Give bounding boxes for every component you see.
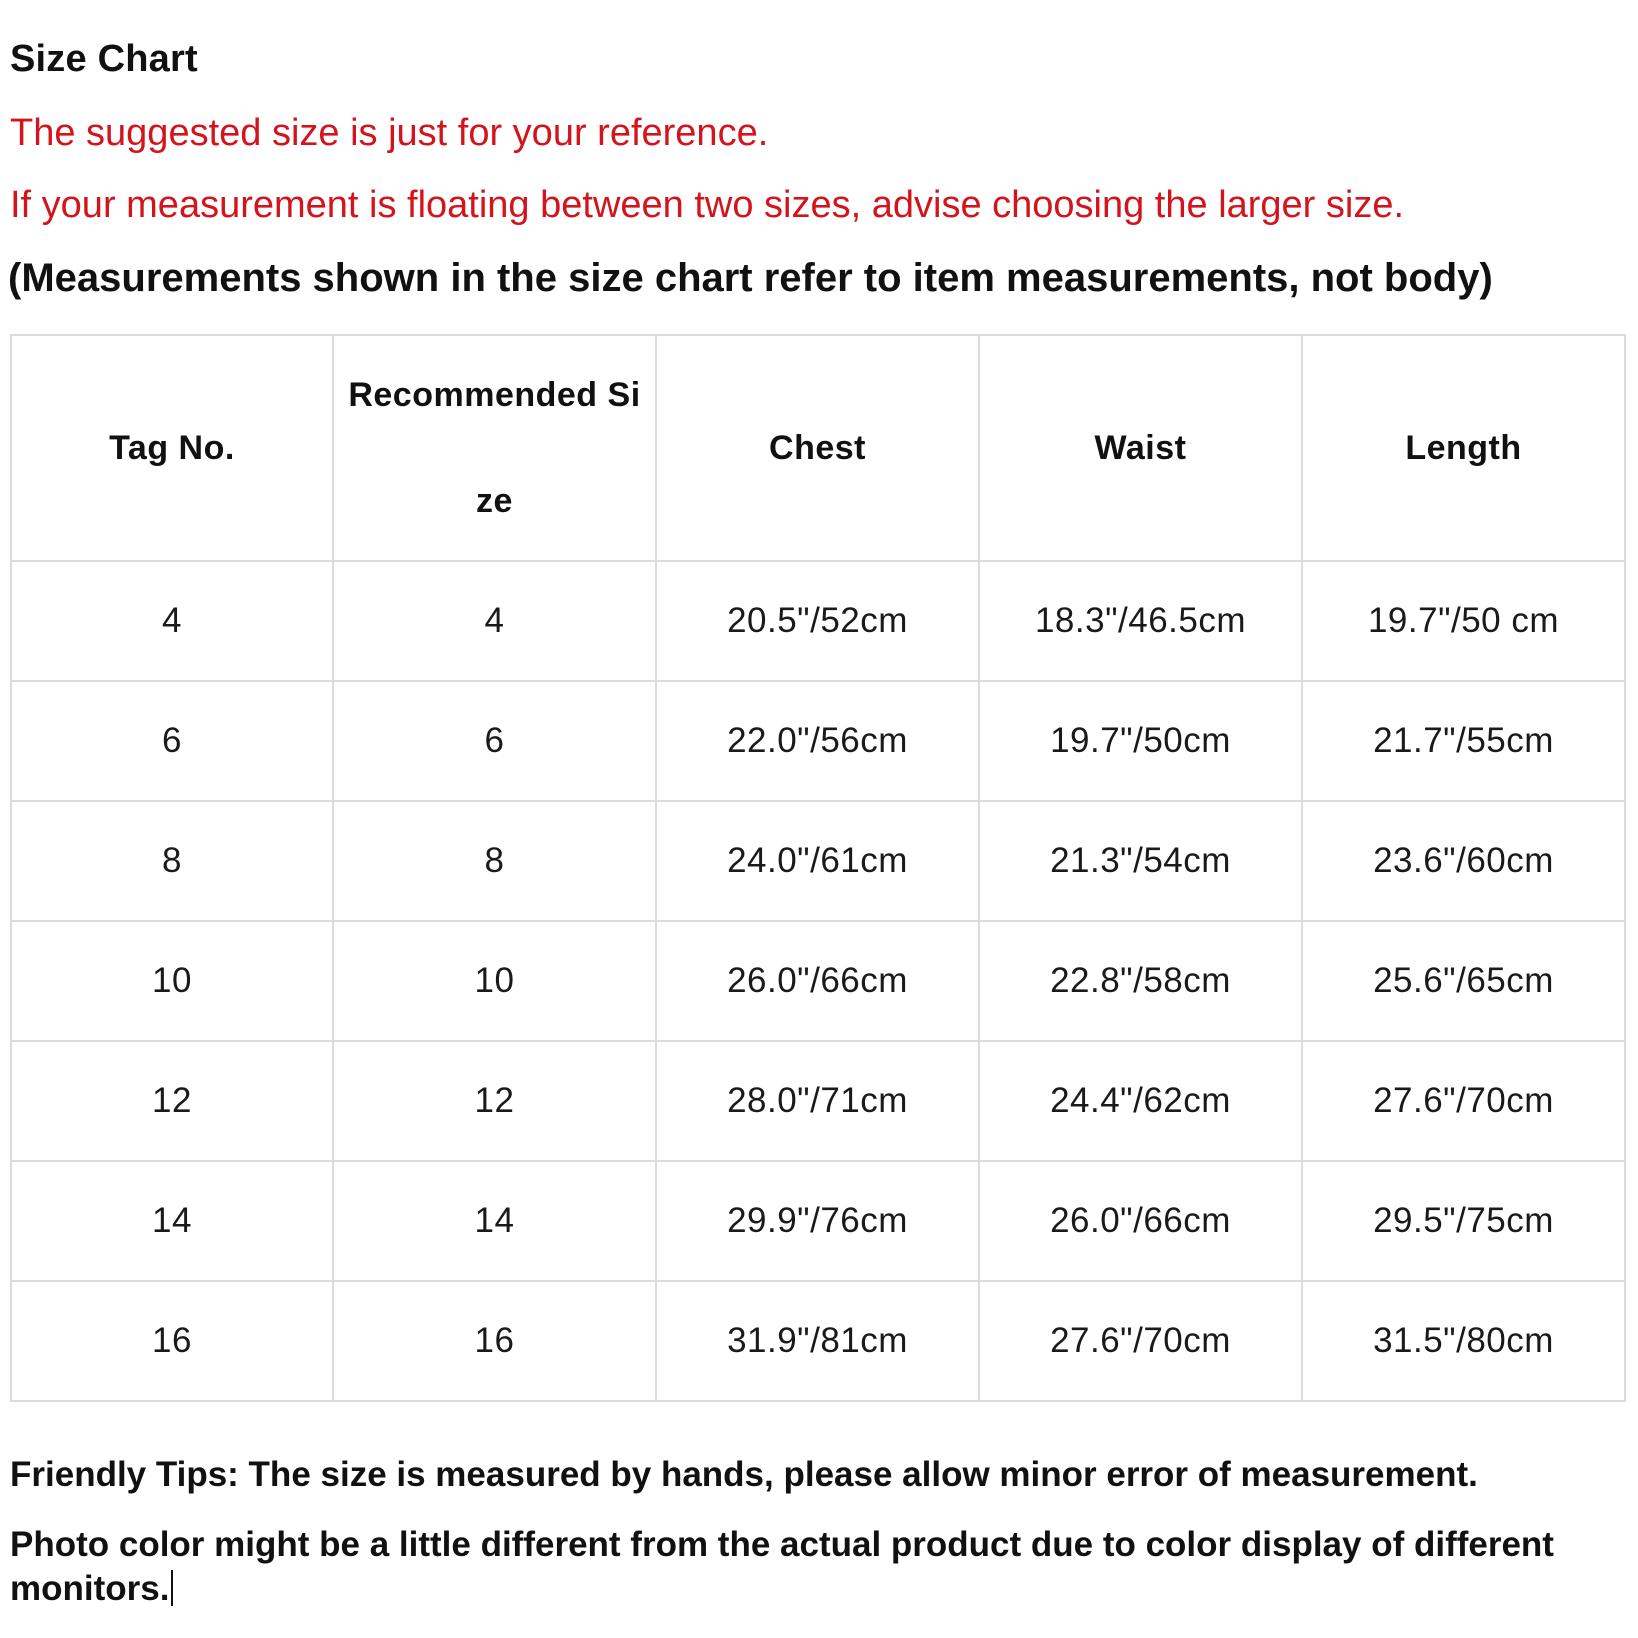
floating-size-note: If your measurement is floating between two sizes, advise choosing the larger size. — [10, 184, 1405, 226]
cell-tag-no: 12 — [11, 1041, 333, 1161]
cell-waist: 18.3"/46.5cm — [979, 561, 1302, 681]
cell-chest: 20.5"/52cm — [656, 561, 979, 681]
header-chest: Chest — [656, 335, 979, 561]
photo-color-tip — [10, 1523, 1610, 1611]
page-title: Size Chart — [10, 38, 198, 80]
size-table — [10, 334, 1626, 1402]
cell-recommended-size: 14 — [333, 1161, 656, 1281]
friendly-tips: Friendly Tips: The size is measured by hands, please allow minor error of measurement. — [10, 1455, 1478, 1494]
header-recommended-size — [333, 335, 656, 561]
cell-tag-no: 6 — [11, 681, 333, 801]
table-row — [11, 801, 1625, 921]
photo-color-tip-text: Photo color might be a little different from the actual product due to color display of different monitors. — [10, 1525, 1554, 1608]
cell-tag-no: 14 — [11, 1161, 333, 1281]
cell-waist: 27.6"/70cm — [979, 1281, 1302, 1401]
cell-length: 19.7"/50 cm — [1302, 561, 1625, 681]
cell-waist: 21.3"/54cm — [979, 801, 1302, 921]
cell-chest: 24.0"/61cm — [656, 801, 979, 921]
table-row — [11, 1281, 1625, 1401]
cell-chest: 29.9"/76cm — [656, 1161, 979, 1281]
table-header-row — [11, 335, 1625, 561]
table-row — [11, 1041, 1625, 1161]
cell-chest: 26.0"/66cm — [656, 921, 979, 1041]
text-cursor — [171, 1570, 173, 1606]
cell-recommended-size: 4 — [333, 561, 656, 681]
cell-length: 29.5"/75cm — [1302, 1161, 1625, 1281]
cell-length: 27.6"/70cm — [1302, 1041, 1625, 1161]
cell-tag-no: 4 — [11, 561, 333, 681]
cell-waist: 22.8"/58cm — [979, 921, 1302, 1041]
cell-tag-no: 16 — [11, 1281, 333, 1401]
cell-recommended-size: 16 — [333, 1281, 656, 1401]
table-row — [11, 681, 1625, 801]
cell-waist: 19.7"/50cm — [979, 681, 1302, 801]
cell-recommended-size: 12 — [333, 1041, 656, 1161]
table-row — [11, 1161, 1625, 1281]
header-waist: Waist — [979, 335, 1302, 561]
cell-length: 25.6"/65cm — [1302, 921, 1625, 1041]
cell-tag-no: 8 — [11, 801, 333, 921]
cell-recommended-size: 8 — [333, 801, 656, 921]
cell-length: 21.7"/55cm — [1302, 681, 1625, 801]
header-length: Length — [1302, 335, 1625, 561]
cell-length: 31.5"/80cm — [1302, 1281, 1625, 1401]
cell-chest: 31.9"/81cm — [656, 1281, 979, 1401]
cell-recommended-size: 6 — [333, 681, 656, 801]
cell-recommended-size: 10 — [333, 921, 656, 1041]
reference-note: The suggested size is just for your reference. — [10, 112, 769, 154]
cell-waist: 24.4"/62cm — [979, 1041, 1302, 1161]
cell-chest: 28.0"/71cm — [656, 1041, 979, 1161]
header-recommended-size-label: Recommended Size — [348, 376, 641, 520]
cell-tag-no: 10 — [11, 921, 333, 1041]
measurements-note: (Measurements shown in the size chart refer to item measurements, not body) — [8, 256, 1493, 300]
table-row — [11, 561, 1625, 681]
cell-chest: 22.0"/56cm — [656, 681, 979, 801]
cell-length: 23.6"/60cm — [1302, 801, 1625, 921]
table-row — [11, 921, 1625, 1041]
cell-waist: 26.0"/66cm — [979, 1161, 1302, 1281]
header-tag-no: Tag No. — [11, 335, 333, 561]
